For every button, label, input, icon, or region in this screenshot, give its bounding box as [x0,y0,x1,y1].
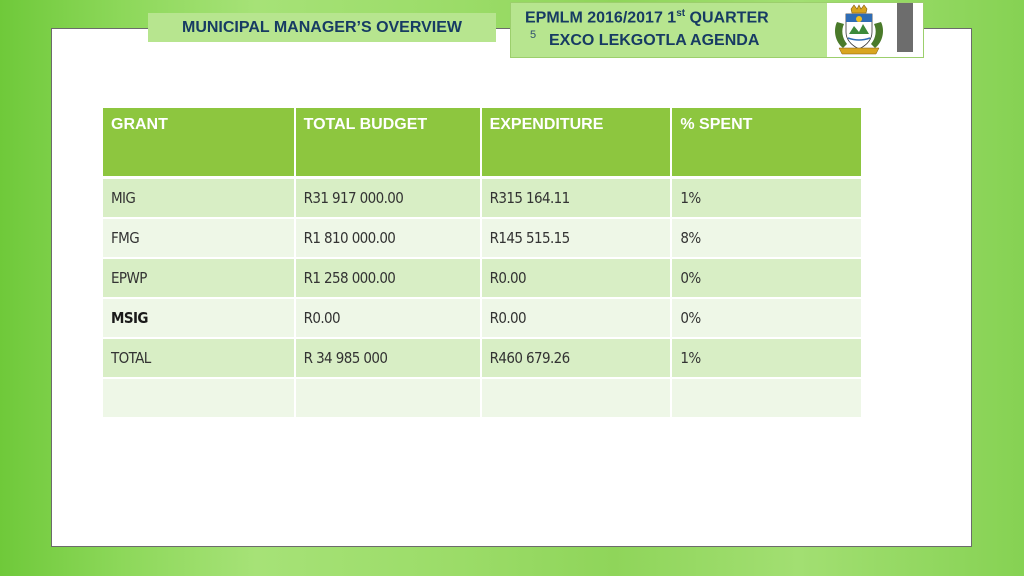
column-header-total-budget: TOTAL BUDGET [296,108,480,179]
cell-percent-spent: 1% [672,179,861,219]
table-row [103,179,861,219]
cell-expenditure: R0.00 [482,299,671,339]
table-header-row [103,108,861,179]
table-row-empty [103,379,861,419]
cell-total-budget: R1 810 000.00 [296,219,480,259]
document-title-line-2: EXCO LEKGOTLA AGENDA [549,32,760,49]
cell-grant: MSIG [103,299,294,339]
cell-percent-spent [672,379,861,419]
section-title-banner [148,13,496,42]
table-row-total [103,339,861,379]
cell-expenditure: R0.00 [482,259,671,299]
cell-total-budget: R31 917 000.00 [296,179,480,219]
cell-total-budget [296,379,480,419]
cell-expenditure: R315 164.11 [482,179,671,219]
cell-total-budget: R 34 985 000 [296,339,480,379]
cell-expenditure [482,379,671,419]
page-number: 5 [530,29,537,41]
cell-expenditure: R460 679.26 [482,339,671,379]
cell-percent-spent: 0% [672,299,861,339]
column-header-percent-spent: % SPENT [672,108,861,179]
cell-total-budget: R1 258 000.00 [296,259,480,299]
title-banner [510,2,924,58]
cell-grant: MIG [103,179,294,219]
cell-percent-spent: 0% [672,259,861,299]
cell-grant: EPWP [103,259,294,299]
cell-percent-spent: 8% [672,219,861,259]
column-header-grant: GRANT [103,108,294,179]
column-header-expenditure: EXPENDITURE [482,108,671,179]
table-row [103,219,861,259]
table-row [103,259,861,299]
section-title: MUNICIPAL MANAGER’S OVERVIEW [181,18,463,36]
table-row [103,299,861,339]
cell-grant: FMG [103,219,294,259]
header-accent-bar [897,3,913,52]
cell-percent-spent: 1% [672,339,861,379]
cell-grant [103,379,294,419]
cell-grant: TOTAL [103,339,294,379]
municipal-crest-icon [829,4,889,56]
cell-expenditure: R145 515.15 [482,219,671,259]
title-banner-background [511,3,827,57]
cell-total-budget: R0.00 [296,299,480,339]
document-title-line-1: EPMLM 2016/2017 1st QUARTER [525,8,769,27]
grant-expenditure-table [101,108,863,419]
